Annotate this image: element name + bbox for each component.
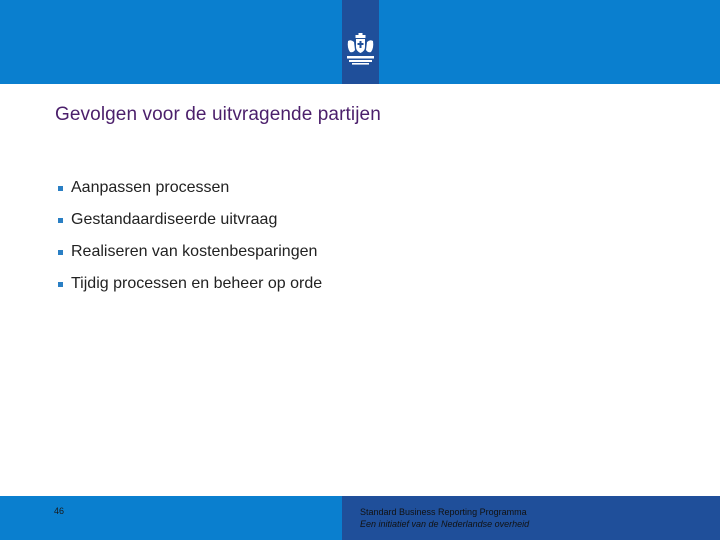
square-bullet-icon (58, 282, 63, 287)
square-bullet-icon (58, 186, 63, 191)
bullet-text: Realiseren van kostenbesparingen (71, 243, 318, 260)
footer-text (360, 506, 529, 530)
bullet-text: Aanpassen processen (71, 179, 230, 196)
slide-title: Gevolgen voor de uitvragende partijen (55, 104, 381, 125)
list-item (58, 268, 322, 300)
square-bullet-icon (58, 218, 63, 223)
bullet-text: Tijdig processen en beheer op orde (71, 275, 323, 292)
list-item (58, 172, 322, 204)
page-number: 46 (54, 506, 65, 516)
coat-of-arms-icon (345, 32, 376, 66)
footer-program-name: Standard Business Reporting Programma (360, 507, 527, 517)
bullet-text: Gestandaardiseerde uitvraag (71, 211, 278, 228)
bullet-list (58, 172, 322, 300)
header-band (0, 0, 720, 84)
footer-initiative-line: Een initiatief van de Nederlandse overheid (360, 519, 530, 529)
list-item (58, 236, 322, 268)
list-item (58, 204, 322, 236)
square-bullet-icon (58, 250, 63, 255)
logo-ribbon (342, 0, 379, 84)
